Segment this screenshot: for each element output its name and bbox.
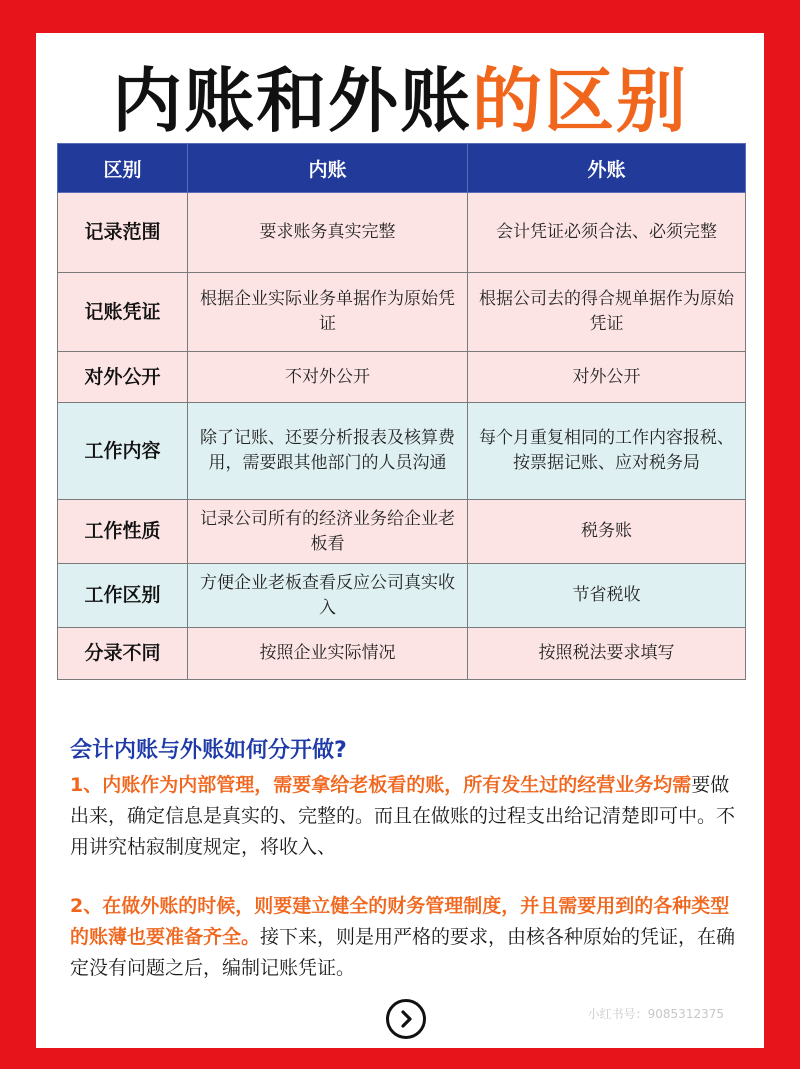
- table-row: [58, 500, 746, 564]
- row-label: 记账凭证: [58, 273, 188, 352]
- table-row: [58, 403, 746, 500]
- row-label: 工作区别: [58, 564, 188, 628]
- cell-external: 每个月重复相同的工作内容报税、按票据记账、应对税务局: [468, 403, 746, 500]
- cell-internal: 记录公司所有的经济业务给企业老板看: [188, 500, 468, 564]
- cell-internal: 根据企业实际业务单据作为原始凭证: [188, 273, 468, 352]
- content-card: [36, 33, 764, 1048]
- header-category: 区别: [58, 144, 188, 193]
- header-internal: 内账: [188, 144, 468, 193]
- cell-external: 节省税收: [468, 564, 746, 628]
- page-title: [36, 51, 764, 151]
- cell-internal: 除了记账、还要分析报表及核算费用，需要跟其他部门的人员沟通: [188, 403, 468, 500]
- cell-external: 根据公司去的得合规单据作为原始凭证: [468, 273, 746, 352]
- cell-external: 对外公开: [468, 352, 746, 403]
- title-part-1: 内账和外账: [112, 60, 472, 142]
- comparison-table: [57, 143, 746, 680]
- table-row: [58, 352, 746, 403]
- paragraph-1-highlight: 1、内账作为内部管理，需要拿给老板看的账，所有发生过的经营业务均需: [70, 774, 692, 796]
- table-row: [58, 193, 746, 273]
- cell-internal: 要求账务真实完整: [188, 193, 468, 273]
- paragraph-2-body: 接下来，则是用严格的要求，由核各种原始的凭证，在确定没有问题之后，编制记账凭证。: [70, 926, 736, 979]
- cell-internal: 方便企业老板查看反应公司真实收入: [188, 564, 468, 628]
- table-row: [58, 564, 746, 628]
- cell-internal: 按照企业实际情况: [188, 628, 468, 680]
- row-label: 工作内容: [58, 403, 188, 500]
- title-part-2: 的区别: [472, 60, 688, 142]
- cell-external: 税务账: [468, 500, 746, 564]
- paragraph-1: [70, 770, 740, 863]
- section-question: 会计内账与外账如何分开做?: [70, 738, 347, 763]
- table-row: [58, 273, 746, 352]
- paragraph-1-body: 要做出来，确定信息是真实的、完整的。而且在做账的过程支出给记清楚即可中。不用讲究枯寂制度规定，将收入、: [70, 774, 736, 858]
- cell-internal: 不对外公开: [188, 352, 468, 403]
- paragraph-2-highlight: 2、在做外账的时候，则要建立健全的财务管理制度，并且需要用到的各种类型的账薄也要准备齐全。: [70, 895, 730, 948]
- cell-external: 会计凭证必须合法、必须完整: [468, 193, 746, 273]
- paragraph-2: [70, 891, 740, 984]
- row-label: 记录范围: [58, 193, 188, 273]
- chevron-right-circle-icon: [396, 1009, 416, 1029]
- table-row: [58, 628, 746, 680]
- header-external: 外账: [468, 144, 746, 193]
- row-label: 分录不同: [58, 628, 188, 680]
- cell-external: 按照税法要求填写: [468, 628, 746, 680]
- watermark: 小红书号：9085312375: [587, 1007, 724, 1021]
- row-label: 工作性质: [58, 500, 188, 564]
- row-label: 对外公开: [58, 352, 188, 403]
- next-button[interactable]: [386, 999, 426, 1039]
- table-header-row: [58, 144, 746, 193]
